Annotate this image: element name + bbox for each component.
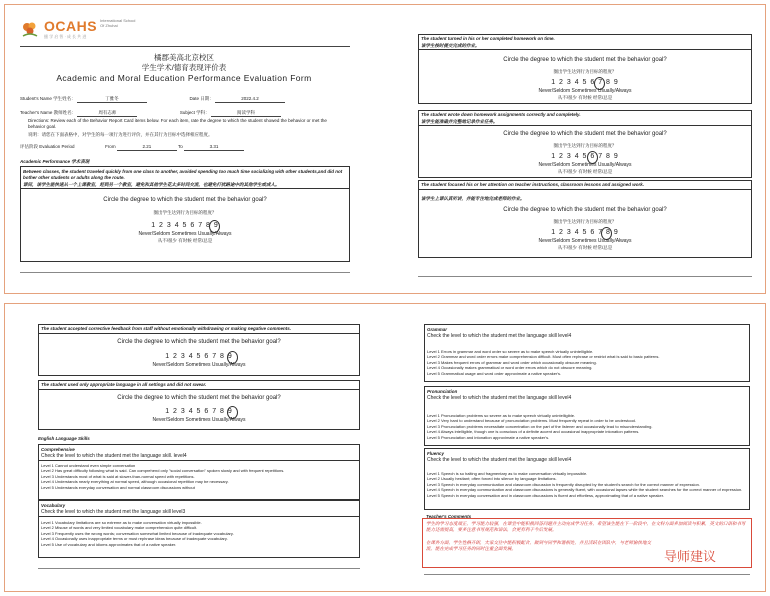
comments-title: Teacher's Comments [426,514,472,519]
item-text-cn: 该学生按时提交完成的作业。 [421,43,480,48]
scale-labels-cn: 从不/很少 有时候 经常/总是 [557,95,613,100]
scale-numbers: 1 2 3 4 5 6 7 8 9 [165,353,233,360]
evaluation-item-row [418,180,752,258]
item-text-cn: 课间，该学生能快速从一个上课教室，赶到另一个教室，避免和其他学生花太多时间交流，也避免打扰路途中的其他学生或成人。 [23,182,280,187]
teacher-name-label: Teacher's Name 教师姓名： [20,110,77,115]
scale-labels: Never/Seldom Sometimes Usually/Always [138,231,232,237]
scale-labels: Never/Seldom Sometimes Usually/Always [152,362,246,368]
evaluation-item-row [418,110,752,178]
level-option: Level 3 Makes frequent errors of grammar and word order which occasionally obscure meaning. [427,359,597,365]
item-text-cn: 该学生上课认真听讲，并能专注地完成老师的作业。 [421,196,525,201]
skill-block-comprehensive [38,444,360,500]
from-value: 2.21 [117,144,177,151]
scale-question: Circle the degree to which the student met the behavior goal? [117,395,281,401]
skill-title: Vocabulary [41,503,66,508]
teacher-comment-2: 在课外方面，学生性格开朗，大家交往中能积极配合，做到与同学和谐相处，并且活跃在团队中，与老师愉快地交流，能在完成学习任务的同时注重全面发展。 [426,540,651,551]
level-option: Level 4 Understands nearly everything at normal speed, although occasional repetition may be necessary. [41,479,229,485]
teacher-name-value: 周有志师 [77,110,137,117]
skill-question: Check the level to which the student met the language skill. level4 [41,453,187,459]
level-option: Level 3 Understands most of what is said at slower-than-normal speed with repetitions. [41,473,195,479]
subject-value: 阅读学科 [211,110,281,117]
scale-labels: Never/Seldom Sometimes Usually/Always [152,417,246,423]
scale-numbers: 1 2 3 4 5 6 7 8 9 [551,79,619,86]
form-title-cn: 学生学术/德育表现评价表 [141,63,227,72]
item-text-en: The student turned in his or her completed homework on time. [421,36,555,41]
scale-labels-cn: 从不/很少 有时候 经常/总是 [557,245,613,250]
scale-question: Circle the degree to which the student met the behavior goal? [503,57,667,63]
level-option: Level 5 Use of vocabulary and idioms approximates that of a native speaker. [41,541,177,547]
date-label: Date 日期： [189,96,214,101]
skill-block-fluency [424,448,750,510]
level-option: Level 3 Speech in everyday communication and classroom discussion is frequently disrupted by the student's search for the correct manner of expression. [427,481,700,487]
level-option: Level 4 Occasionally uses inappropriate terms or must rephrase ideas because of inadequate vocabulary. [41,536,228,542]
scale-labels: Never/Seldom Sometimes Usually/Always [538,88,632,94]
item-text-en: The student accepted corrective feedback from staff without emotionally withdrawing or making negative comments. [41,326,291,331]
evaluation-item-row [20,166,350,262]
evaluation-period-label: 评估阶段 Evaluation Period [20,144,75,149]
scale-question-cn: 圈出学生达到行为目标的程度？ [153,210,217,215]
scale-numbers: 1 2 3 4 5 6 7 8 9 [165,408,233,415]
scale-question: Circle the degree to which the student met the behavior goal? [503,207,667,213]
scale-labels-cn: 从不/很少 有时候 经常/总是 [557,169,613,174]
item-text-en: The student focused his or her attention on teacher instructions, classroom lessons and assigned work. [421,182,645,187]
scale-question: Circle the degree to which the student met the behavior goal? [117,339,281,345]
skill-question: Check the level to which the student met the language skill level4 [427,395,572,401]
skill-title: Fluency [427,451,445,456]
level-option: Level 2 Grammar and word order errors make comprehension difficult. Must often rephrase or restrict what is said to basic patterns. [427,354,660,360]
school-logo [20,18,135,40]
scale-question: Circle the degree to which the student met the behavior goal? [103,197,267,203]
scale-question-cn: 圈出学生达到行为目标的程度？ [553,69,617,74]
scale-question-cn: 圈出学生达到行为目标的程度？ [553,143,617,148]
level-option: Level 4 Speech in everyday communication and classroom discussions is generally fluent, with occasional lapses while the student searches for the correct manner of expression. [427,487,743,493]
level-option: Level 5 Grammatical usage and word order approximate a native speaker's. [427,370,562,376]
logo-tagline: 播 学 启 智 · 成 长 共 进 [44,34,87,39]
level-option: Level 2 Misuse of words and very limited vocabulary make comprehension quite difficult. [41,525,198,531]
scale-question-cn: 圈出学生达到行为目标的程度？ [553,219,617,224]
scale-labels-cn: 从不/很少 有时候 经常/总是 [157,238,213,243]
from-label: From [105,144,116,149]
level-option: Level 5 Understands everyday conversation and normal classroom discussions without [41,484,195,490]
to-label: To [178,144,183,149]
directions-en: Directions: Review each of the Behavior Report Card items below. For each item, rate the degree to which the student showed the behavior or met the behavior goal. [28,118,327,129]
form-page-3 [34,320,364,588]
school-name: 橘郡美高北京校区 [154,53,214,62]
scale-labels: Never/Seldom Sometimes Usually/Always [538,162,632,168]
teacher-comment-1: 学生的学习态度端正，学习能力较强，在课堂中能积极回答问题并主动完成学习任务，希望该生能在下一阶段中，在文科方面多加阅读与积累，英文的口语和书写能力还需提高，要多注意书写规范和语法，会更有利于今后发展。 [426,521,746,532]
level-option: Level 5 Speech in everyday conversation and in classroom discussions is fluent and effortless, approximating that of a native speaker. [427,492,664,498]
skill-question: Check the level to which the student met the language skill level3 [41,509,186,515]
evaluation-item-row [418,34,752,104]
level-option: Level 1 Cannot understand even simple conversation [41,463,136,468]
directions-cn: 说明：请您在下面表格中，对学生的每一项行为进行评价，并在其行为目标中选择相应程度。 [28,132,213,137]
skill-question: Check the level to which the student met the language skill level4 [427,333,572,339]
level-option: Level 4 Occasionally makes grammatical or word order errors which do not obscure meaning. [427,365,593,371]
scale-labels: Never/Seldom Sometimes Usually/Always [538,238,632,244]
level-option: Level 2 Usually hesitant; often forced into silence by language limitations. [427,476,557,482]
logo-subtext: International School Of Zhuhai [100,18,136,28]
logo-wordmark: OCAHS [44,18,98,34]
form-title-en: Academic and Moral Education Performance Evaluation Form [56,73,312,83]
scale-question: Circle the degree to which the student met the behavior goal? [503,131,667,137]
flower-logo-icon [20,20,40,38]
item-text-en: The student wrote down homework assignments correctly and completely. [421,112,581,117]
item-text-en: The student used only appropriate language in all settings and did not swear. [41,382,207,387]
scale-numbers: 1 2 3 4 5 6 7 8 9 [551,229,619,236]
skill-block-pronunciation [424,386,750,446]
skill-block-vocabulary [38,500,360,558]
level-option: Level 3 Frequently uses the wrong words; conversation somewhat limited because of inadequate vocabulary. [41,530,234,536]
section-title: Academic Performance 学术表现 [20,159,90,164]
scale-numbers: 1 2 3 4 5 6 7 8 9 [151,222,219,229]
subject-label: Subject 学科： [179,110,210,115]
skill-block-grammar [424,324,750,382]
form-page-4 [420,320,754,588]
skill-question: Check the level to which the student met the language skill level4 [427,457,572,463]
to-value: 3.31 [184,144,244,151]
student-name-label: Student's Name 学生姓名： [20,96,76,101]
level-option: Level 1 Pronunciation problems so severe as to make speech virtually unintelligible. [427,413,576,418]
skill-title: Pronunciation [427,389,458,394]
evaluation-item-row [38,380,360,430]
item-text-cn: 该学生能准确并完整地记录作业任务。 [421,119,498,124]
skill-title: Comprehensive [41,447,75,452]
scale-numbers: 1 2 3 4 5 6 7 8 9 [551,153,619,160]
form-page-1 [8,8,360,290]
level-option: Level 4 Always intelligible, though one is conscious of a definite accent and occasional inappropriate intonation patterns. [427,429,640,435]
skill-title: Grammar [427,327,448,332]
item-text-en: Between classes, the student traveled quickly from one class to another, avoided spending too much time socializing with other students,and did not bother other students or adults along the route. [23,169,343,180]
level-option: Level 1 Errors in grammar and word order so severe as to make speech virtually unintelligible. [427,349,594,354]
student-name-value: 丁雅冬 [77,96,147,103]
evaluation-item-row [38,324,360,376]
level-option: Level 5 Pronunciation and intonation approximate a native speaker's. [427,434,550,440]
advice-label: 导师建议 [664,550,717,565]
skills-section-title: English Language Skills [38,436,90,441]
form-page-2 [412,28,758,290]
date-value: 2022.4.2 [215,96,285,103]
level-option: Level 3 Pronunciation problems necessitate concentration on the part of the listener and occasionally lead to misunderstanding. [427,423,653,429]
level-option: Level 1 Speech is so halting and fragmentary as to make conversation virtually impossible. [427,471,588,476]
level-option: Level 2 Has great difficulty following what is said. Can comprehend only "social conversation" spoken slowly and with frequent repetitions. [41,468,285,474]
level-option: Level 2 Very hard to understand because of pronunciation problems. Must frequently repeat in order to be understood. [427,418,637,424]
level-option: Level 1 Vocabulary limitations are so extreme as to make conversation virtually impossible. [41,520,202,525]
